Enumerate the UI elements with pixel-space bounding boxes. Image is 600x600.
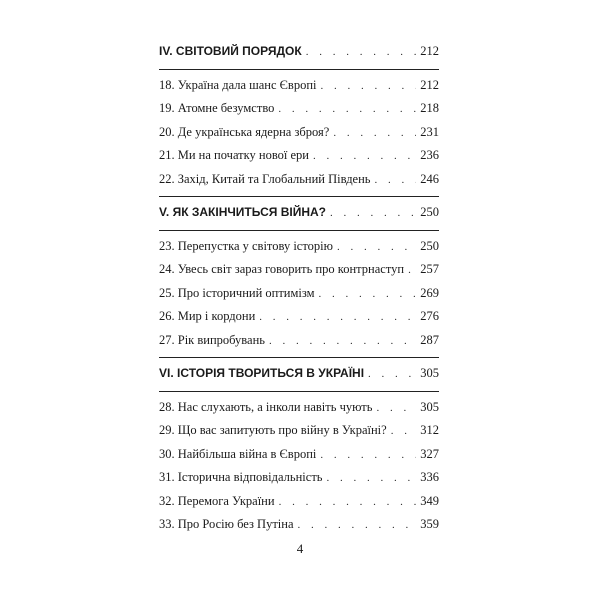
chapter-title: 31. Історична відповідальність <box>159 470 323 484</box>
toc-entry <box>159 282 439 306</box>
part-title: V. ЯК ЗАКІНЧИТЬСЯ ВІЙНА? <box>159 205 326 219</box>
chapter-title: 32. Перемога України <box>159 493 275 508</box>
dot-leader <box>391 420 417 444</box>
chapter-page-number: 359 <box>420 517 439 531</box>
chapter-page-number: 231 <box>420 124 439 139</box>
chapter-title: 20. Де українська ядерна зброя? <box>159 124 330 139</box>
toc-entry <box>159 144 439 168</box>
chapter-title: 23. Перепустка у світову історію <box>159 238 333 253</box>
chapter-page-number: 212 <box>420 77 439 92</box>
toc-entry <box>159 443 439 467</box>
part-title: VI. ІСТОРІЯ ТВОРИТЬСЯ В УКРАЇНІ <box>159 366 365 380</box>
chapter-title: 33. Про Росію без Путіна <box>159 517 294 531</box>
chapter-page-number: 246 <box>420 171 439 186</box>
dot-leader <box>279 491 417 515</box>
page-footer-number: 4 <box>296 541 304 556</box>
dot-leader <box>326 467 416 491</box>
section-divider <box>159 357 439 358</box>
toc-entry <box>159 466 439 490</box>
chapter-title: 24. Увесь світ зараз говорить про контрнаступ <box>159 262 405 276</box>
dot-leader <box>408 259 416 283</box>
toc-entry <box>159 258 439 282</box>
dot-leader <box>269 330 416 354</box>
toc-entry <box>159 121 439 145</box>
chapter-page-number: 218 <box>420 101 439 115</box>
toc-entry <box>159 419 439 443</box>
chapter-page-number: 236 <box>420 148 439 162</box>
chapter-page-number: 257 <box>420 262 439 276</box>
dot-leader <box>333 122 416 146</box>
toc-part-heading <box>159 201 439 225</box>
chapter-title: 28. Нас слухають, а інколи навіть чують <box>159 399 373 414</box>
dot-leader <box>278 98 416 122</box>
dot-leader <box>320 444 416 468</box>
part-page-number: 212 <box>420 44 439 58</box>
dot-leader <box>298 514 417 538</box>
toc-entry <box>159 168 439 192</box>
chapter-page-number: 327 <box>420 446 439 461</box>
dot-leader <box>321 75 417 99</box>
dot-leader <box>330 202 416 226</box>
chapter-page-number: 312 <box>420 423 439 437</box>
dot-leader <box>368 363 416 387</box>
dot-leader <box>376 397 416 421</box>
toc-entry <box>159 305 439 329</box>
toc-entry <box>159 396 439 420</box>
dot-leader <box>375 169 417 193</box>
dot-leader <box>313 145 416 169</box>
chapter-title: 26. Мир і кордони <box>159 309 256 323</box>
toc-entry <box>159 513 439 537</box>
toc-section-iv <box>159 40 439 197</box>
toc-entry <box>159 235 439 259</box>
chapter-title: 19. Атомне безумство <box>159 101 275 115</box>
chapter-page-number: 250 <box>420 238 439 253</box>
dot-leader <box>259 306 416 330</box>
dot-leader <box>319 283 417 307</box>
part-title: IV. СВІТОВИЙ ПОРЯДОК <box>159 44 302 58</box>
part-page-number: 250 <box>420 205 439 219</box>
chapter-title: 29. Що вас запитують про війну в Україні? <box>159 423 387 437</box>
dot-leader <box>337 236 416 260</box>
toc-entry <box>159 97 439 121</box>
chapter-page-number: 305 <box>420 399 439 414</box>
chapter-page-number: 349 <box>420 493 439 508</box>
chapter-page-number: 269 <box>420 285 439 300</box>
chapter-page-number: 287 <box>420 332 439 347</box>
toc-section-v <box>159 201 439 358</box>
chapter-title: 18. Україна дала шанс Європі <box>159 77 317 92</box>
section-divider <box>159 69 439 70</box>
table-of-contents <box>159 40 439 537</box>
toc-entry <box>159 329 439 353</box>
chapter-title: 21. Ми на початку нової ери <box>159 148 309 162</box>
toc-section-vi <box>159 362 439 537</box>
part-page-number: 305 <box>420 366 439 380</box>
chapter-title: 27. Рік випробувань <box>159 332 265 347</box>
chapter-title: 22. Захід, Китай та Глобальний Південь <box>159 171 371 186</box>
section-divider <box>159 230 439 231</box>
toc-part-heading <box>159 40 439 64</box>
dot-leader <box>306 41 417 65</box>
chapter-title: 30. Найбільша війна в Європі <box>159 446 317 461</box>
section-divider <box>159 391 439 392</box>
toc-entry <box>159 490 439 514</box>
chapter-title: 25. Про історичний оптимізм <box>159 285 315 300</box>
section-divider <box>159 196 439 197</box>
chapter-page-number: 276 <box>420 309 439 323</box>
toc-part-heading <box>159 362 439 386</box>
toc-entry <box>159 74 439 98</box>
chapter-page-number: 336 <box>420 470 439 484</box>
